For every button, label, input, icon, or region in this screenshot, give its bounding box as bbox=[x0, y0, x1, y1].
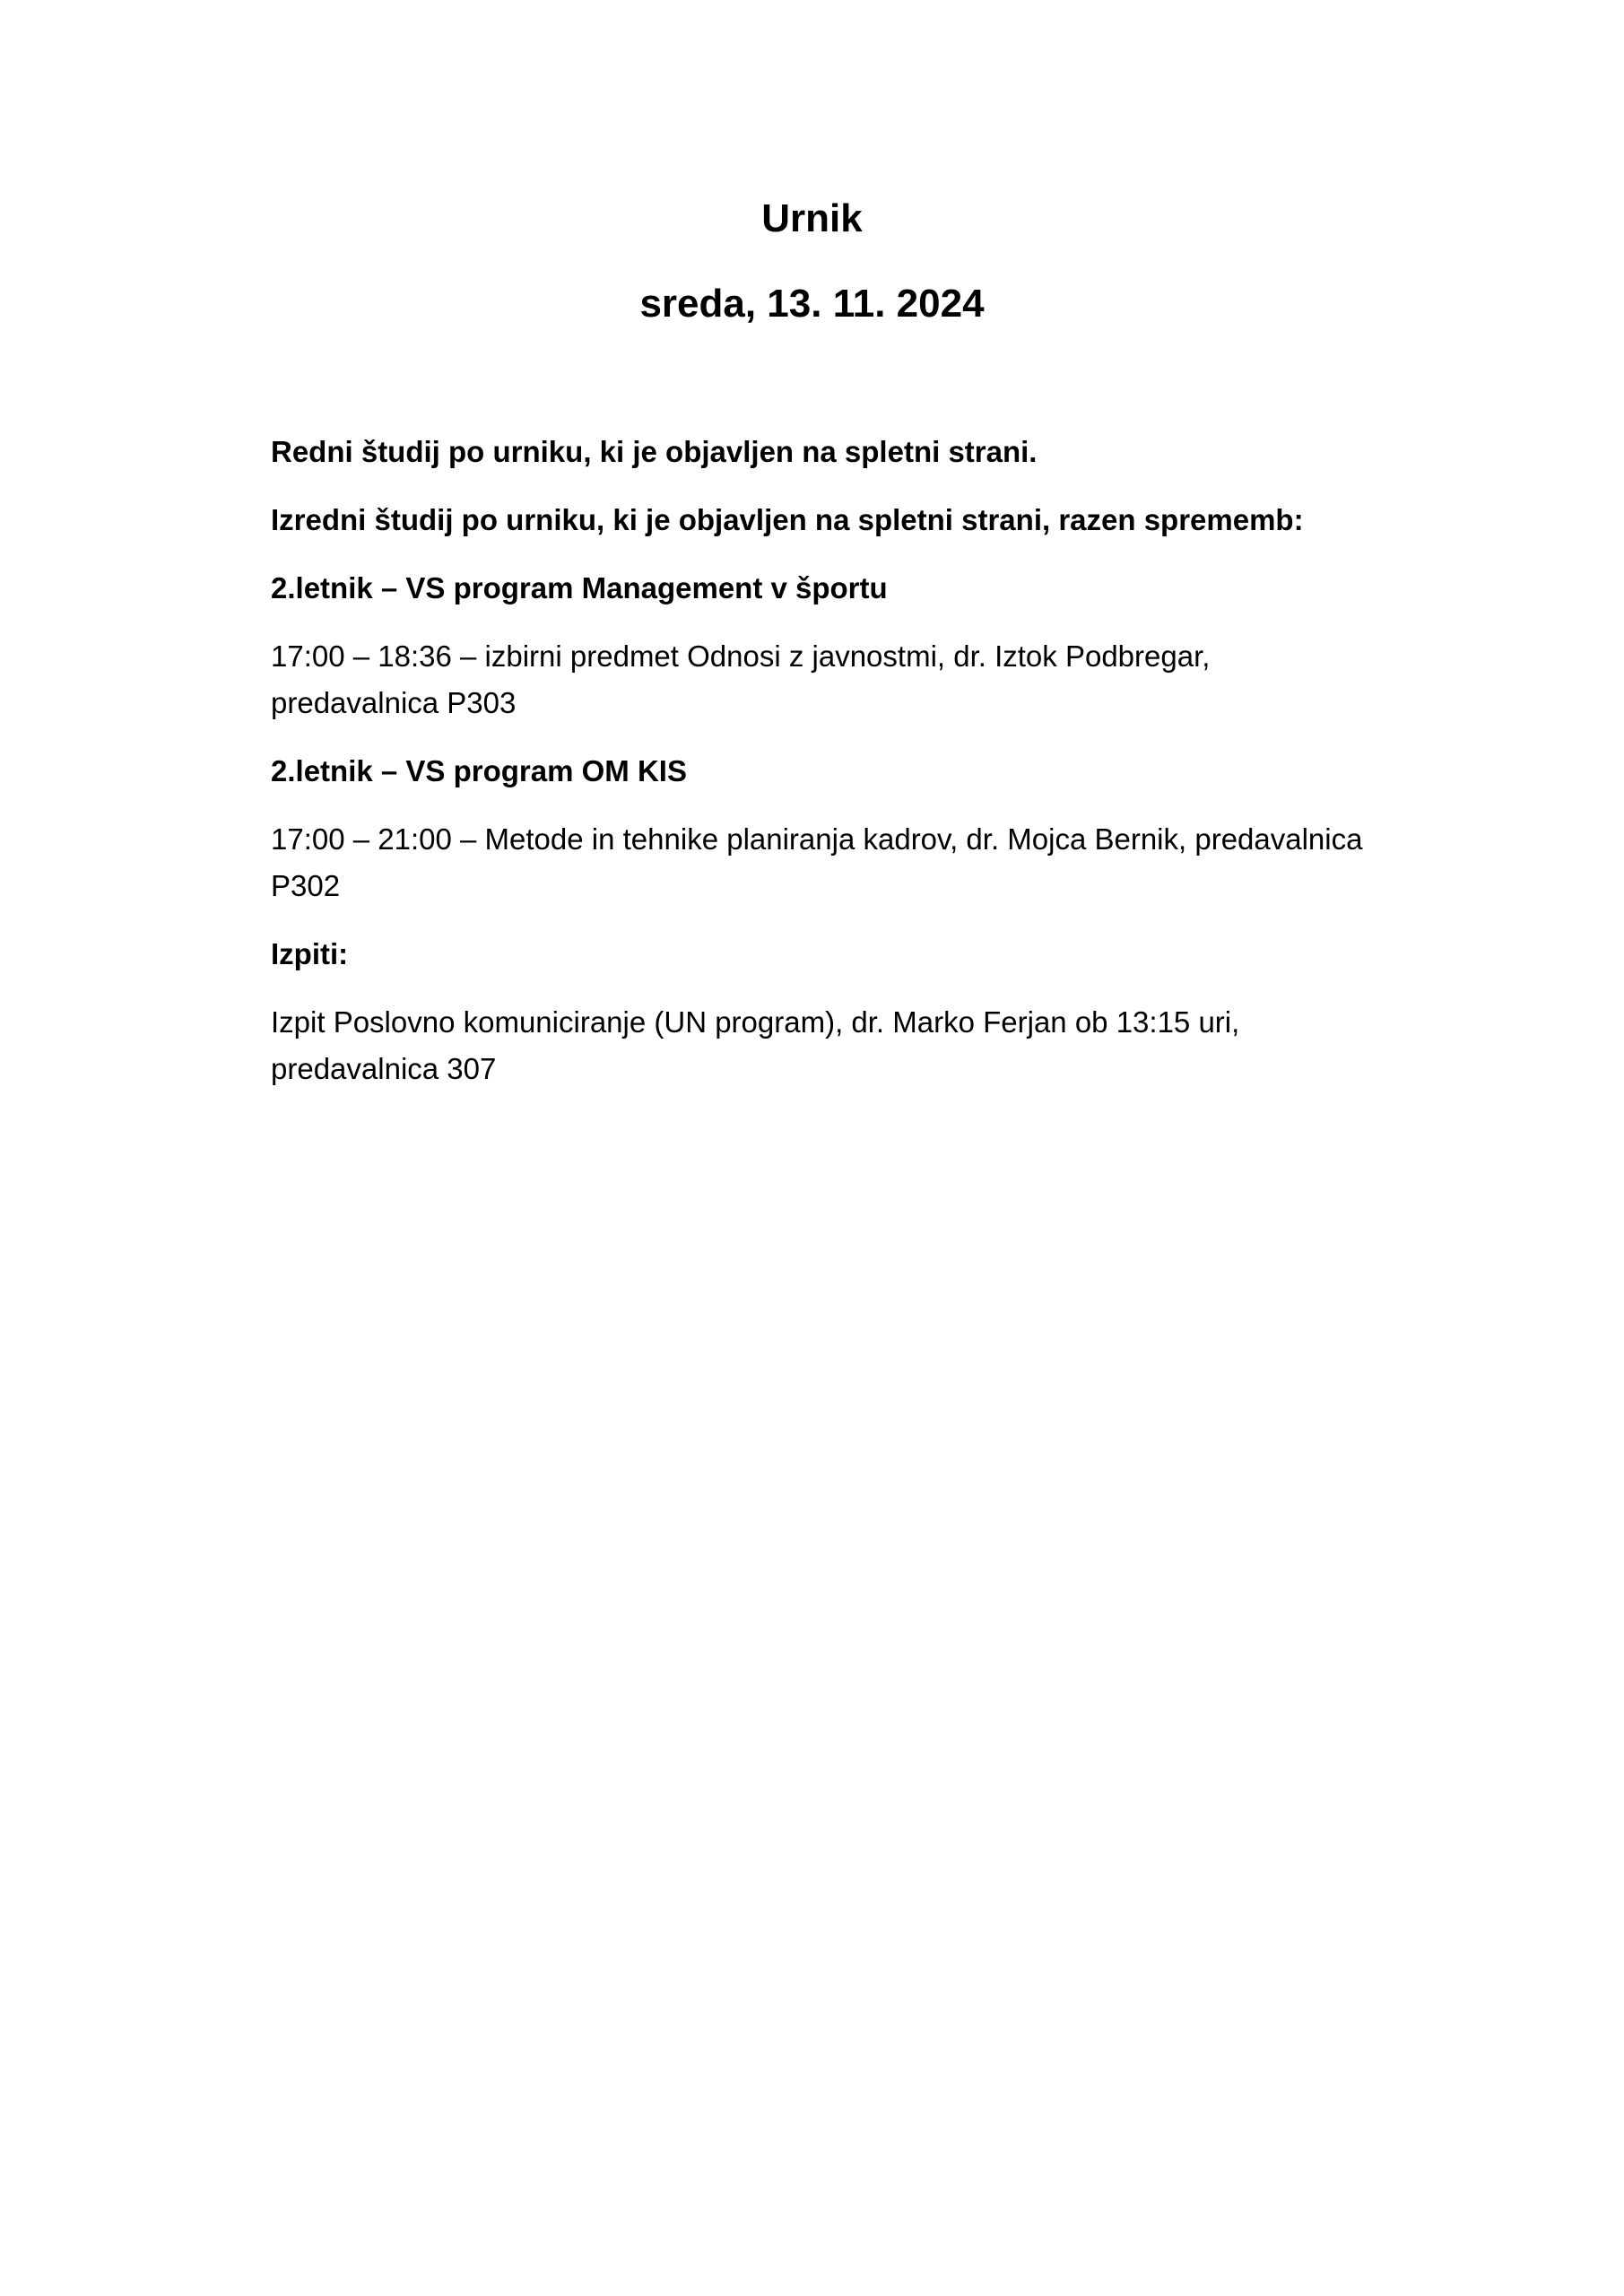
page-title: Urnik bbox=[761, 196, 863, 240]
section-heading-exams: Izpiti: bbox=[271, 937, 349, 970]
regular-study-note: Redni študij po urniku, ki je objavljen na spletni strani. bbox=[271, 435, 1038, 468]
part-time-study-note: Izredni študij po urniku, ki je objavljen na spletni strani, razen sprememb: bbox=[271, 503, 1304, 536]
schedule-entry-line: 17:00 – 21:00 – Metode in tehnike planiranja kadrov, dr. Mojca Bernik, predavalnica bbox=[271, 822, 1363, 856]
section-heading-management-sport: 2.letnik – VS program Management v športu bbox=[271, 571, 888, 604]
exam-entry-line: predavalnica 307 bbox=[271, 1052, 497, 1085]
schedule-entry-line: P302 bbox=[271, 869, 341, 902]
exam-entry-line: Izpit Poslovno komuniciranje (UN program), dr. Marko Ferjan ob 13:15 uri, bbox=[271, 1005, 1240, 1039]
schedule-entry-staff-planning bbox=[271, 816, 1455, 909]
schedule-entry-line: predavalnica P303 bbox=[271, 686, 517, 719]
section-heading-om-kis: 2.letnik – VS program OM KIS bbox=[271, 754, 687, 787]
page-date: sreda, 13. 11. 2024 bbox=[639, 282, 985, 326]
exam-entry-business-communication bbox=[271, 999, 1455, 1092]
schedule-entry-public-relations bbox=[271, 633, 1455, 726]
document-body bbox=[271, 429, 1455, 1114]
schedule-entry-line: 17:00 – 18:36 – izbirni predmet Odnosi z javnostmi, dr. Iztok Podbregar, bbox=[271, 639, 1211, 673]
